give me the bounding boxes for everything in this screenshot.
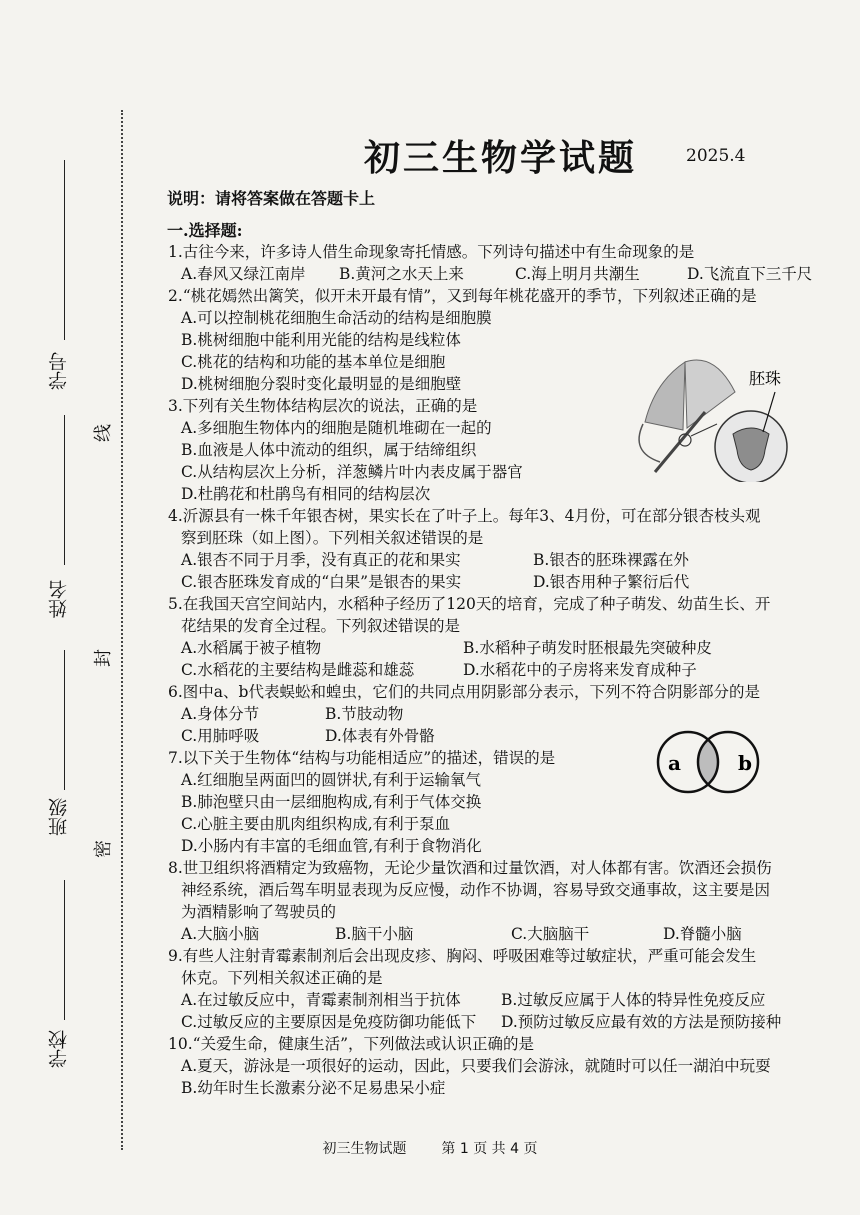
option-a: A.在过敏反应中，青霉素制剂相当于抗体 — [181, 991, 461, 1009]
section-heading: 一.选择题: — [167, 221, 243, 240]
school-label: 学校 — [48, 1030, 70, 1068]
option-a: A.可以控制桃花细胞生命活动的结构是细胞膜 — [181, 309, 492, 327]
question-9 — [168, 945, 781, 1033]
exam-date: 2025.4 — [686, 146, 746, 166]
question-stem: 6.图中a、b代表蜈蚣和蝗虫，它们的共同点用阴影部分表示，下列不符合阴影部分的是 — [168, 683, 760, 701]
question-stem-cont: 休克。下列相关叙述正确的是 — [181, 969, 383, 987]
ginkgo-label: 胚珠 — [749, 369, 782, 388]
venn-diagram — [648, 729, 768, 795]
question-stem: 5.在我国天宫空间站内，水稻种子经历了120天的培育，完成了种子萌发、幼苗生长、开 — [168, 595, 771, 613]
option-c: C.心脏主要由肌肉组织构成,有利于泵血 — [181, 815, 451, 833]
footer-subject: 初三生物试题 — [322, 1141, 407, 1157]
option-d: D.小肠内有丰富的毛细血管,有利于食物消化 — [181, 837, 482, 855]
venn-label-a: a — [668, 751, 681, 775]
option-a: A.银杏不同于月季，没有真正的花和果实 — [181, 551, 461, 569]
name-label: 姓名 — [48, 580, 70, 618]
question-8 — [168, 857, 772, 945]
option-b: B.脑干小脑 — [335, 925, 414, 943]
option-d: D.银杏用种子繁衍后代 — [533, 573, 690, 591]
question-stem: 4.沂源县有一株千年银杏树，果实长在了叶子上。每年3、4月份，可在部分银杏枝头观 — [168, 507, 761, 525]
question-7 — [168, 747, 555, 857]
question-stem: 1.古往今来，许多诗人借生命现象寄托情感。下列诗句描述中有生命现象的是 — [168, 243, 695, 261]
option-d: D.桃树细胞分裂时变化最明显的是细胞壁 — [181, 375, 462, 393]
option-a: A.水稻属于被子植物 — [181, 639, 322, 657]
option-a: A.大脑小脑 — [181, 925, 260, 943]
name-blank — [64, 415, 65, 565]
option-b: B.肺泡壁只由一层细胞构成,有利于气体交换 — [181, 793, 482, 811]
option-c: C.过敏反应的主要原因是免疫防御功能低下 — [181, 1013, 477, 1031]
school-blank — [64, 880, 65, 1020]
instructions: 说明：请将答案做在答题卡上 — [167, 189, 376, 208]
page-footer — [0, 1138, 860, 1158]
question-stem: 10.“关爱生命，健康生活”，下列做法或认识正确的是 — [168, 1035, 534, 1053]
option-c: C.银杏胚珠发育成的“白果”是银杏的果实 — [181, 573, 462, 591]
question-stem-cont: 为酒精影响了驾驶员的 — [181, 903, 337, 921]
option-b: B.过敏反应属于人体的特异性免疫反应 — [501, 991, 766, 1009]
option-b: B.黄河之水天上来 — [339, 265, 464, 283]
option-c: C.大脑脑干 — [511, 925, 590, 943]
student-id-blank — [64, 160, 65, 340]
option-b: B.节肢动物 — [325, 705, 404, 723]
class-blank — [64, 650, 65, 790]
question-stem: 9.有些人注射青霉素制剂后会出现皮疹、胸闷、呼吸困难等过敏症状，严重可能会发生 — [168, 947, 757, 965]
option-c: C.水稻花的主要结构是雌蕊和雄蕊 — [181, 661, 415, 679]
question-stem: 8.世卫组织将酒精定为致癌物，无论少量饮酒和过量饮酒，对人体都有害。饮酒还会损伤 — [168, 859, 772, 877]
question-3 — [168, 395, 523, 505]
class-label: 班级 — [48, 798, 70, 836]
footer-page-number: 第 1 页 共 4 页 — [441, 1141, 538, 1157]
option-b: B.银杏的胚珠裸露在外 — [533, 551, 689, 569]
option-d: D.水稻花中的子房将来发育成种子 — [463, 661, 697, 679]
option-d: D.杜鹃花和杜鹃鸟有相同的结构层次 — [181, 485, 431, 503]
question-stem: 2.“桃花嫣然出篱笑，似开未开最有情”，又到每年桃花盛开的季节，下列叙述正确的是 — [168, 287, 757, 305]
binding-secret-char: 密 — [93, 840, 114, 858]
question-stem-cont: 察到胚珠（如上图）。下列相关叙述错误的是 — [181, 529, 484, 547]
binding-seal-char: 封 — [93, 649, 114, 667]
binding-dotted-line — [121, 110, 123, 1150]
option-a: A.红细胞呈两面凹的圆饼状,有利于运输氧气 — [181, 771, 482, 789]
option-d: D.飞流直下三千尺 — [687, 265, 813, 283]
venn-label-b: b — [738, 751, 752, 775]
option-b: B.血液是人体中流动的组织，属于结缔组织 — [181, 441, 477, 459]
option-d: D.脊髓小脑 — [663, 925, 742, 943]
option-b: B.幼年时生长激素分泌不足易患呆小症 — [181, 1079, 446, 1097]
ginkgo-ovule-figure — [625, 352, 795, 482]
question-stem: 7.以下关于生物体“结构与功能相适应”的描述，错误的是 — [168, 749, 556, 767]
option-a: A.夏天，游泳是一项很好的运动，因此，只要我们会游泳，就随时可以任一湖泊中玩耍 — [181, 1057, 771, 1075]
student-id-label: 学号 — [48, 352, 70, 390]
binding-line-char: 线 — [93, 424, 114, 442]
option-a: A.身体分节 — [181, 705, 260, 723]
page-title: 初三生物学试题 — [364, 137, 638, 179]
question-1 — [168, 241, 812, 285]
option-c: C.从结构层次上分析，洋葱鳞片叶内表皮属于器官 — [181, 463, 523, 481]
option-c: C.桃花的结构和功能的基本单位是细胞 — [181, 353, 446, 371]
question-stem-cont: 神经系统，酒后驾车明显表现为反应慢，动作不协调，容易导致交通事故，这主要是因 — [181, 881, 771, 899]
question-10 — [168, 1033, 771, 1099]
question-4 — [168, 505, 761, 593]
question-5 — [168, 593, 770, 681]
option-c: C.用肺呼吸 — [181, 727, 260, 745]
option-d: D.体表有外骨骼 — [325, 727, 435, 745]
question-stem: 3.下列有关生物体结构层次的说法，正确的是 — [168, 397, 478, 415]
option-d: D.预防过敏反应最有效的方法是预防接种 — [501, 1013, 782, 1031]
option-a: A.春风又绿江南岸 — [181, 265, 306, 283]
option-c: C.海上明月共潮生 — [515, 265, 640, 283]
question-stem-cont: 花结果的发育全过程。下列叙述错误的是 — [181, 617, 461, 635]
option-a: A.多细胞生物体内的细胞是随机堆砌在一起的 — [181, 419, 492, 437]
option-b: B.桃树细胞中能利用光能的结构是线粒体 — [181, 331, 461, 349]
option-b: B.水稻种子萌发时胚根最先突破种皮 — [463, 639, 712, 657]
